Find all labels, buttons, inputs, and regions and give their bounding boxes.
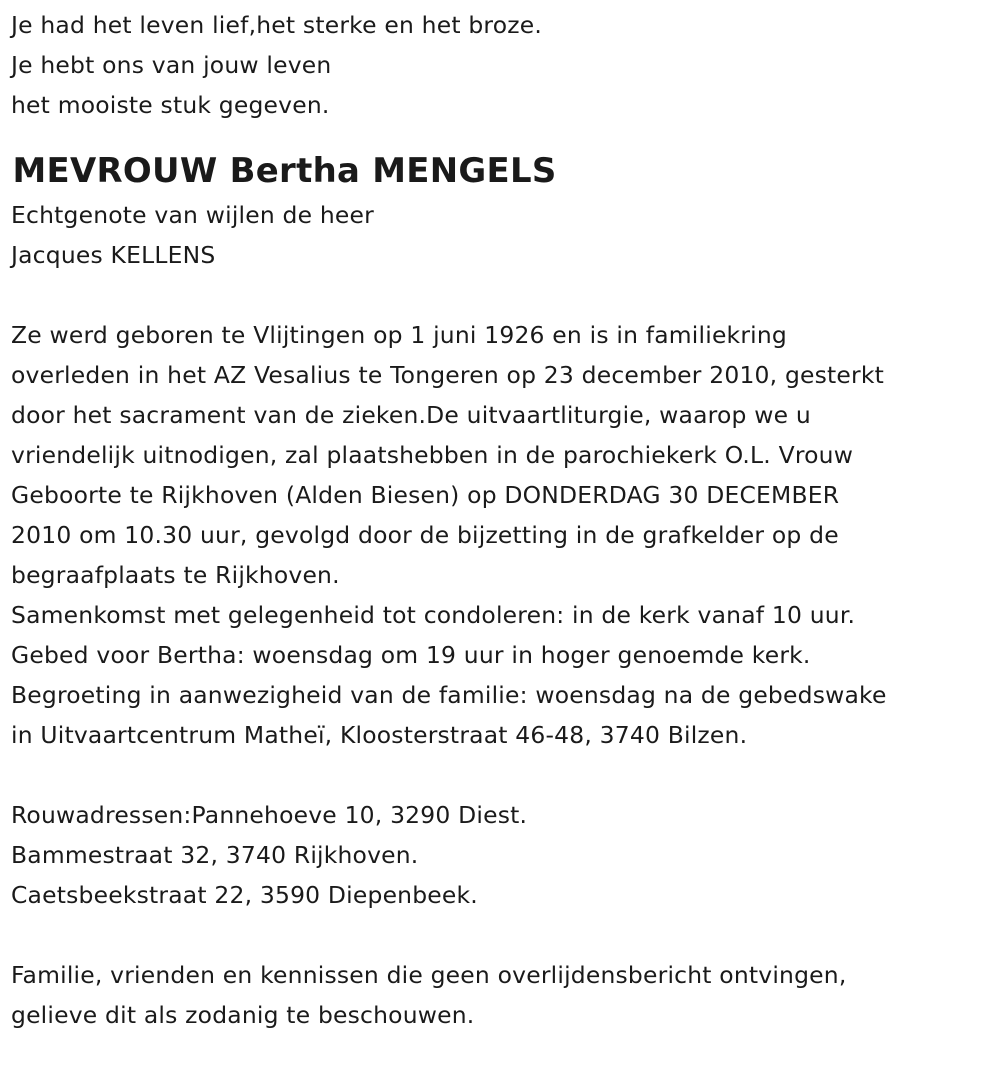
spacer — [11, 275, 996, 315]
body-line: Ze werd geboren te Vlijtingen op 1 juni 1926 en is in familiekring — [11, 321, 787, 349]
body-line: in Uitvaartcentrum Matheï, Kloosterstraat 46-48, 3740 Bilzen. — [11, 721, 748, 749]
body-line: Begroeting in aanwezigheid van de familie: woensdag na de gebedswake — [11, 681, 887, 709]
closing-line: gelieve dit als zodanig te beschouwen. — [11, 1001, 475, 1029]
deceased-name: MEVROUW Bertha MENGELS — [12, 151, 557, 191]
body-line: begraafplaats te Rijkhoven. — [11, 561, 340, 589]
body-line: overleden in het AZ Vesalius te Tongeren op 23 december 2010, gesterkt — [11, 361, 885, 389]
spacer — [11, 755, 996, 795]
spacer — [11, 915, 996, 955]
body-line: Gebed voor Bertha: woensdag om 19 uur in hoger genoemde kerk. — [11, 641, 811, 669]
mourning-addresses — [11, 795, 996, 915]
body-line: Samenkomst met gelegenheid tot condoleren: in de kerk vanaf 10 uur. — [11, 601, 856, 629]
address-line: Bammestraat 32, 3740 Rijkhoven. — [11, 841, 419, 869]
body-line: vriendelijk uitnodigen, zal plaatshebben in de parochiekerk O.L. Vrouw — [11, 441, 854, 469]
closing-line: Familie, vrienden en kennissen die geen overlijdensbericht ontvingen, — [11, 961, 847, 989]
body-line: door het sacrament van de zieken.De uitvaartliturgie, waarop we u — [11, 401, 811, 429]
announcement-body — [11, 315, 996, 755]
poem-line: het mooiste stuk gegeven. — [11, 91, 330, 119]
address-line: Caetsbeekstraat 22, 3590 Diepenbeek. — [11, 881, 478, 909]
body-line: 2010 om 10.30 uur, gevolgd door de bijzetting in de grafkelder op de — [11, 521, 839, 549]
spouse-name: Jacques KELLENS — [11, 241, 216, 269]
obituary-notice — [11, 0, 996, 1035]
spouse-line: Echtgenote van wijlen de heer — [11, 201, 375, 229]
body-line: Geboorte te Rijkhoven (Alden Biesen) op DONDERDAG 30 DECEMBER — [11, 481, 840, 509]
poem-line: Je had het leven lief,het sterke en het broze. — [11, 11, 543, 39]
poem-line: Je hebt ons van jouw leven — [11, 51, 332, 79]
address-line: Rouwadressen:Pannehoeve 10, 3290 Diest. — [11, 801, 528, 829]
closing-note — [11, 955, 996, 1035]
poem — [11, 5, 996, 125]
